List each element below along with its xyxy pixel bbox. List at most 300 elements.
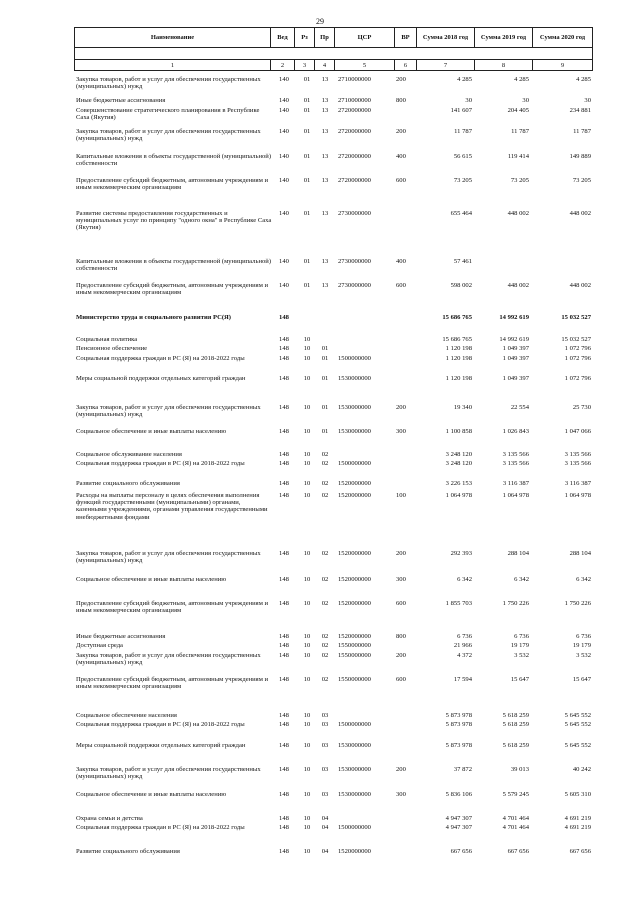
row-sum-2019: 3 116 387 <box>502 480 529 487</box>
row-ved: 148 <box>279 676 289 683</box>
row-pr: 02 <box>321 576 329 583</box>
row-sum-2018: 5 873 978 <box>445 721 472 728</box>
row-name: Закупка товаров, работ и услуг для обеспечения государственных (муниципальных) нужд <box>76 550 261 565</box>
row-sum-2019: 4 285 <box>514 76 529 83</box>
row-sum-2018: 1 100 858 <box>445 428 472 435</box>
row-pr: 04 <box>321 848 329 855</box>
row-pr: 04 <box>321 815 329 822</box>
row-pr: 02 <box>321 642 329 649</box>
row-pr: 04 <box>321 824 329 831</box>
row-sum-2018: 11 787 <box>454 128 472 135</box>
row-csr: 1550000000 <box>338 676 371 683</box>
row-sum-2019: 448 002 <box>507 282 529 289</box>
col-rz-header: Рз <box>295 28 315 48</box>
row-rz: 10 <box>303 451 311 458</box>
row-sum-2018: 141 607 <box>450 107 472 114</box>
row-csr: 1500000000 <box>338 355 371 362</box>
row-sum-2020: 40 242 <box>572 766 591 773</box>
row-name: Развитие социального обслуживания <box>76 480 180 487</box>
row-csr: 1520000000 <box>338 480 371 487</box>
row-ved: 148 <box>279 712 289 719</box>
row-pr: 01 <box>321 428 329 435</box>
row-rz: 10 <box>303 428 311 435</box>
row-sum-2020: 1 072 796 <box>564 355 591 362</box>
row-pr: 13 <box>321 258 329 265</box>
row-name: Закупка товаров, работ и услуг для обеспечения государственных (муниципальных) нужд <box>76 652 261 667</box>
row-ved: 148 <box>279 600 289 607</box>
row-ved: 148 <box>279 766 289 773</box>
col-sum2019-header: Сумма 2019 год <box>475 28 533 48</box>
row-vr: 600 <box>396 282 406 289</box>
row-name: Закупка товаров, работ и услуг для обеспечения государственных (муниципальных) нужд <box>76 76 261 91</box>
row-vr: 600 <box>396 600 406 607</box>
row-sum-2018: 292 393 <box>450 550 472 557</box>
row-rz: 10 <box>303 492 311 499</box>
row-pr: 13 <box>321 210 329 217</box>
row-csr: 2720000000 <box>338 153 371 160</box>
row-sum-2018: 667 656 <box>450 848 472 855</box>
row-sum-2019: 1 049 397 <box>502 345 529 352</box>
row-sum-2019: 5 618 259 <box>502 712 529 719</box>
row-sum-2018: 4 947 307 <box>445 824 472 831</box>
row-pr: 01 <box>321 375 329 382</box>
row-name: Социальная поддержка граждан в РС (Я) на 2018-2022 годы <box>76 721 245 728</box>
row-vr: 600 <box>396 676 406 683</box>
row-name: Доступная среда <box>76 642 123 649</box>
row-sum-2020: 1 072 796 <box>564 345 591 352</box>
row-sum-2018: 4 372 <box>457 652 472 659</box>
table-header <box>74 27 593 71</box>
row-sum-2020: 15 032 527 <box>561 336 591 343</box>
row-name: Капитальные вложения в объекты государственной (муниципальной) собственности <box>76 258 272 273</box>
row-name: Капитальные вложения в объекты государственной (муниципальной) собственности <box>76 153 272 168</box>
row-sum-2018: 1 120 198 <box>445 345 472 352</box>
row-pr: 03 <box>321 721 329 728</box>
row-ved: 148 <box>279 428 289 435</box>
row-sum-2020: 3 116 387 <box>564 480 591 487</box>
row-name: Предоставление субсидий бюджетным, автономным учреждениям и иным некоммерческим организациям <box>76 282 269 297</box>
row-name: Предоставление субсидий бюджетным, автономным учреждениям и иным некоммерческим организациям <box>76 676 269 691</box>
row-name: Закупка товаров, работ и услуг для обеспечения государственных (муниципальных) нужд <box>76 404 261 419</box>
row-sum-2019: 1 049 397 <box>502 355 529 362</box>
row-rz: 01 <box>303 258 311 265</box>
row-rz: 10 <box>303 355 311 362</box>
row-csr: 1550000000 <box>338 642 371 649</box>
row-rz: 01 <box>303 210 311 217</box>
row-sum-2019: 73 205 <box>510 177 529 184</box>
row-name: Меры социальной поддержки отдельных категорий граждан <box>76 375 246 382</box>
row-pr: 02 <box>321 492 329 499</box>
row-csr: 2710000000 <box>338 76 371 83</box>
col-name-header: Наименование <box>75 28 271 48</box>
row-ved: 148 <box>279 550 289 557</box>
row-sum-2018: 3 248 120 <box>445 460 472 467</box>
row-sum-2018: 6 342 <box>457 576 472 583</box>
row-rz: 10 <box>303 404 311 411</box>
row-pr: 02 <box>321 550 329 557</box>
row-rz: 10 <box>303 600 311 607</box>
row-rz: 01 <box>303 97 311 104</box>
row-name: Меры социальной поддержки отдельных категорий граждан <box>76 742 246 749</box>
row-vr: 200 <box>396 76 406 83</box>
row-name: Социальное обслуживание населения <box>76 451 182 458</box>
row-pr: 13 <box>321 97 329 104</box>
row-sum-2020: 5 645 552 <box>564 721 591 728</box>
row-name: Закупка товаров, работ и услуг для обеспечения государственных (муниципальных) нужд <box>76 128 261 143</box>
row-pr: 01 <box>321 345 329 352</box>
row-sum-2019: 3 135 566 <box>502 451 529 458</box>
row-csr: 2710000000 <box>338 97 371 104</box>
row-csr: 1530000000 <box>338 791 371 798</box>
row-pr: 02 <box>321 451 329 458</box>
row-pr: 01 <box>321 404 329 411</box>
col-number: 6 <box>395 60 417 71</box>
row-rz: 10 <box>303 766 311 773</box>
row-name: Иные бюджетные ассигнования <box>76 97 166 104</box>
col-number: 2 <box>271 60 295 71</box>
row-sum-2020: 5 605 310 <box>564 791 591 798</box>
row-name: Социальная поддержка граждан в РС (Я) на 2018-2022 годы <box>76 460 245 467</box>
row-pr: 13 <box>321 107 329 114</box>
col-number: 4 <box>315 60 335 71</box>
row-ved: 148 <box>279 460 289 467</box>
row-sum-2020: 4 691 219 <box>564 824 591 831</box>
row-rz: 10 <box>303 550 311 557</box>
row-csr: 1520000000 <box>338 600 371 607</box>
row-sum-2019: 1 049 397 <box>502 375 529 382</box>
row-sum-2019: 4 701 464 <box>502 824 529 831</box>
col-ved-header: Вед <box>271 28 295 48</box>
row-name: Социальное обеспечение населения <box>76 712 177 719</box>
row-sum-2019: 3 532 <box>514 652 529 659</box>
row-ved: 148 <box>279 492 289 499</box>
row-sum-2018: 15 686 765 <box>442 336 472 343</box>
row-sum-2018: 56 615 <box>453 153 472 160</box>
col-number: 7 <box>417 60 475 71</box>
row-sum-2020: 667 656 <box>569 848 591 855</box>
col-number: 3 <box>295 60 315 71</box>
row-ved: 148 <box>279 721 289 728</box>
row-csr: 2730000000 <box>338 210 371 217</box>
row-csr: 1530000000 <box>338 766 371 773</box>
col-sum2020-header: Сумма 2020 год <box>533 28 593 48</box>
row-sum-2020: 11 787 <box>573 128 591 135</box>
row-csr: 1520000000 <box>338 633 371 640</box>
row-csr: 2720000000 <box>338 128 371 135</box>
row-vr: 400 <box>396 153 406 160</box>
row-sum-2019: 4 701 464 <box>502 815 529 822</box>
row-sum-2020: 1 064 978 <box>564 492 591 499</box>
row-ved: 148 <box>279 652 289 659</box>
row-sum-2020: 3 135 566 <box>564 460 591 467</box>
row-sum-2019: 1 026 843 <box>502 428 529 435</box>
row-name: Предоставление субсидий бюджетным, автономным учреждениям и иным некоммерческим организациям <box>76 600 269 615</box>
row-name: Министерство труда и социального развития РС(Я) <box>76 314 232 321</box>
row-pr: 13 <box>321 128 329 135</box>
row-csr: 1520000000 <box>338 576 371 583</box>
row-vr: 300 <box>396 791 406 798</box>
row-pr: 02 <box>321 652 329 659</box>
row-rz: 10 <box>303 742 311 749</box>
row-sum-2019: 204 405 <box>507 107 529 114</box>
row-ved: 148 <box>279 314 289 321</box>
row-sum-2019: 39 013 <box>510 766 529 773</box>
row-csr: 1520000000 <box>338 848 371 855</box>
row-sum-2020: 15 647 <box>572 676 591 683</box>
row-name: Предоставление субсидий бюджетным, автономным учреждениям и иным некоммерческим организациям <box>76 177 269 192</box>
row-sum-2020: 3 135 566 <box>564 451 591 458</box>
row-rz: 10 <box>303 791 311 798</box>
page-number: 29 <box>316 17 324 26</box>
row-vr: 100 <box>396 492 406 499</box>
col-csr-header: ЦСР <box>335 28 395 48</box>
row-pr: 03 <box>321 712 329 719</box>
row-rz: 10 <box>303 824 311 831</box>
row-ved: 148 <box>279 848 289 855</box>
row-sum-2018: 6 736 <box>457 633 472 640</box>
row-sum-2020: 6 736 <box>576 633 591 640</box>
row-sum-2020: 15 032 527 <box>561 314 591 321</box>
row-sum-2019: 119 414 <box>507 153 529 160</box>
row-rz: 10 <box>303 576 311 583</box>
row-sum-2018: 3 248 120 <box>445 451 472 458</box>
row-sum-2018: 19 340 <box>453 404 472 411</box>
row-sum-2020: 288 104 <box>569 550 591 557</box>
row-vr: 200 <box>396 404 406 411</box>
row-sum-2018: 655 464 <box>450 210 472 217</box>
row-vr: 300 <box>396 428 406 435</box>
row-sum-2019: 288 104 <box>507 550 529 557</box>
row-name: Иные бюджетные ассигнования <box>76 633 166 640</box>
row-rz: 01 <box>303 153 311 160</box>
row-csr: 1530000000 <box>338 404 371 411</box>
row-ved: 148 <box>279 336 289 343</box>
row-name: Социальная поддержка граждан в РС (Я) на 2018-2022 годы <box>76 355 245 362</box>
row-csr: 2730000000 <box>338 258 371 265</box>
row-sum-2018: 5 873 978 <box>445 742 472 749</box>
row-sum-2020: 4 285 <box>576 76 591 83</box>
row-pr: 03 <box>321 766 329 773</box>
row-ved: 148 <box>279 791 289 798</box>
row-sum-2020: 234 881 <box>569 107 591 114</box>
row-ved: 140 <box>279 258 289 265</box>
row-pr: 02 <box>321 633 329 640</box>
row-pr: 02 <box>321 676 329 683</box>
row-csr: 1500000000 <box>338 721 371 728</box>
row-ved: 148 <box>279 633 289 640</box>
row-rz: 10 <box>303 721 311 728</box>
row-csr: 2720000000 <box>338 107 371 114</box>
budget-table-body <box>74 76 592 876</box>
row-sum-2020: 149 889 <box>569 153 591 160</box>
row-sum-2018: 17 594 <box>453 676 472 683</box>
row-sum-2019: 667 656 <box>507 848 529 855</box>
row-name: Совершенствование стратегического планирования в Республике Саха (Якутия) <box>76 107 260 122</box>
row-ved: 148 <box>279 815 289 822</box>
row-ved: 140 <box>279 76 289 83</box>
row-rz: 10 <box>303 460 311 467</box>
row-sum-2020: 5 645 552 <box>564 712 591 719</box>
row-name: Пенсионное обеспечение <box>76 345 148 352</box>
row-sum-2020: 73 205 <box>572 177 591 184</box>
row-rz: 10 <box>303 652 311 659</box>
row-ved: 148 <box>279 451 289 458</box>
row-sum-2019: 5 618 259 <box>502 721 529 728</box>
row-name: Охрана семьи и детства <box>76 815 143 822</box>
row-csr: 1550000000 <box>338 652 371 659</box>
row-rz: 10 <box>303 642 311 649</box>
row-ved: 140 <box>279 128 289 135</box>
row-sum-2019: 448 002 <box>507 210 529 217</box>
row-sum-2018: 1 120 198 <box>445 355 472 362</box>
row-pr: 02 <box>321 600 329 607</box>
row-csr: 1530000000 <box>338 428 371 435</box>
row-sum-2020: 3 532 <box>576 652 591 659</box>
row-sum-2019: 11 787 <box>511 128 529 135</box>
row-pr: 13 <box>321 177 329 184</box>
row-sum-2019: 5 579 245 <box>502 791 529 798</box>
row-sum-2020: 1 047 066 <box>564 428 591 435</box>
row-sum-2019: 6 736 <box>514 633 529 640</box>
row-sum-2020: 25 730 <box>572 404 591 411</box>
row-rz: 10 <box>303 676 311 683</box>
row-sum-2020: 4 691 219 <box>564 815 591 822</box>
row-ved: 148 <box>279 404 289 411</box>
row-sum-2019: 1 750 226 <box>502 600 529 607</box>
row-ved: 148 <box>279 375 289 382</box>
row-name: Закупка товаров, работ и услуг для обеспечения государственных (муниципальных) нужд <box>76 766 261 781</box>
row-rz: 01 <box>303 76 311 83</box>
row-vr: 200 <box>396 128 406 135</box>
row-ved: 148 <box>279 345 289 352</box>
row-vr: 600 <box>396 177 406 184</box>
row-ved: 140 <box>279 177 289 184</box>
row-ved: 148 <box>279 355 289 362</box>
row-csr: 1500000000 <box>338 460 371 467</box>
row-ved: 148 <box>279 480 289 487</box>
row-sum-2018: 21 966 <box>453 642 472 649</box>
col-vr-header: ВР <box>395 28 417 48</box>
row-rz: 10 <box>303 848 311 855</box>
row-sum-2018: 30 <box>465 97 472 104</box>
row-rz: 10 <box>303 336 311 343</box>
row-pr: 03 <box>321 742 329 749</box>
row-sum-2018: 3 226 153 <box>445 480 472 487</box>
row-ved: 148 <box>279 742 289 749</box>
row-sum-2018: 598 002 <box>450 282 472 289</box>
row-csr: 1500000000 <box>338 824 371 831</box>
row-name: Развитие социального обслуживания <box>76 848 180 855</box>
row-sum-2019: 19 179 <box>510 642 529 649</box>
row-vr: 800 <box>396 97 406 104</box>
row-sum-2020: 5 645 552 <box>564 742 591 749</box>
row-sum-2019: 3 135 566 <box>502 460 529 467</box>
col-number: 1 <box>75 60 271 71</box>
row-sum-2020: 448 002 <box>569 210 591 217</box>
row-sum-2019: 22 554 <box>510 404 529 411</box>
row-csr: 2730000000 <box>338 282 371 289</box>
row-rz: 01 <box>303 282 311 289</box>
row-ved: 148 <box>279 824 289 831</box>
row-vr: 200 <box>396 652 406 659</box>
row-sum-2018: 1 064 978 <box>445 492 472 499</box>
row-ved: 140 <box>279 153 289 160</box>
row-pr: 02 <box>321 480 329 487</box>
row-sum-2019: 14 992 619 <box>499 336 529 343</box>
row-name: Социальная политика <box>76 336 138 343</box>
row-sum-2018: 1 855 703 <box>445 600 472 607</box>
row-sum-2019: 6 342 <box>514 576 529 583</box>
row-name: Расходы на выплаты персоналу в целях обеспечения выполнения функций государственными (муниципальными) органами, казенными учреждениями, органами управления государственными внебюджетными фондами <box>76 492 268 521</box>
row-sum-2020: 1 750 226 <box>564 600 591 607</box>
row-sum-2019: 15 647 <box>510 676 529 683</box>
row-pr: 03 <box>321 791 329 798</box>
row-sum-2018: 4 947 307 <box>445 815 472 822</box>
row-rz: 10 <box>303 345 311 352</box>
row-vr: 400 <box>396 258 406 265</box>
row-ved: 140 <box>279 107 289 114</box>
row-csr: 1530000000 <box>338 375 371 382</box>
row-name: Развитие системы предоставления государственных и муниципальных услуг по принципу "одного окна" в Республике Саха (Якутия) <box>76 210 272 232</box>
row-csr: 1530000000 <box>338 742 371 749</box>
row-sum-2018: 15 686 765 <box>442 314 472 321</box>
col-number: 9 <box>533 60 593 71</box>
row-sum-2018: 37 872 <box>453 766 472 773</box>
row-sum-2019: 5 618 259 <box>502 742 529 749</box>
col-number: 8 <box>475 60 533 71</box>
col-pr-header: Пр <box>315 28 335 48</box>
row-name: Социальное обеспечение и иные выплаты населению <box>76 576 227 583</box>
row-ved: 148 <box>279 642 289 649</box>
row-sum-2018: 4 285 <box>457 76 472 83</box>
row-sum-2020: 1 072 796 <box>564 375 591 382</box>
col-number: 5 <box>335 60 395 71</box>
row-sum-2018: 5 836 106 <box>445 791 472 798</box>
row-sum-2018: 57 461 <box>453 258 472 265</box>
row-sum-2020: 6 342 <box>576 576 591 583</box>
row-name: Социальное обеспечение и иные выплаты населению <box>76 428 227 435</box>
row-sum-2020: 19 179 <box>572 642 591 649</box>
row-vr: 200 <box>396 766 406 773</box>
row-sum-2018: 1 120 198 <box>445 375 472 382</box>
row-pr: 13 <box>321 153 329 160</box>
row-pr: 02 <box>321 460 329 467</box>
row-rz: 01 <box>303 128 311 135</box>
row-pr: 13 <box>321 76 329 83</box>
row-sum-2020: 448 002 <box>569 282 591 289</box>
row-ved: 140 <box>279 210 289 217</box>
row-rz: 10 <box>303 633 311 640</box>
row-sum-2019: 30 <box>522 97 529 104</box>
col-sum2018-header: Сумма 2018 год <box>417 28 475 48</box>
row-rz: 10 <box>303 480 311 487</box>
row-csr: 2720000000 <box>338 177 371 184</box>
row-vr: 200 <box>396 550 406 557</box>
row-rz: 10 <box>303 712 311 719</box>
row-ved: 148 <box>279 576 289 583</box>
row-vr: 300 <box>396 576 406 583</box>
row-sum-2018: 5 873 978 <box>445 712 472 719</box>
row-rz: 10 <box>303 375 311 382</box>
row-rz: 01 <box>303 177 311 184</box>
row-rz: 10 <box>303 815 311 822</box>
row-csr: 1520000000 <box>338 492 371 499</box>
row-pr: 01 <box>321 355 329 362</box>
row-sum-2018: 73 205 <box>453 177 472 184</box>
row-name: Социальная поддержка граждан в РС (Я) на 2018-2022 годы <box>76 824 245 831</box>
row-pr: 13 <box>321 282 329 289</box>
row-sum-2020: 30 <box>584 97 591 104</box>
